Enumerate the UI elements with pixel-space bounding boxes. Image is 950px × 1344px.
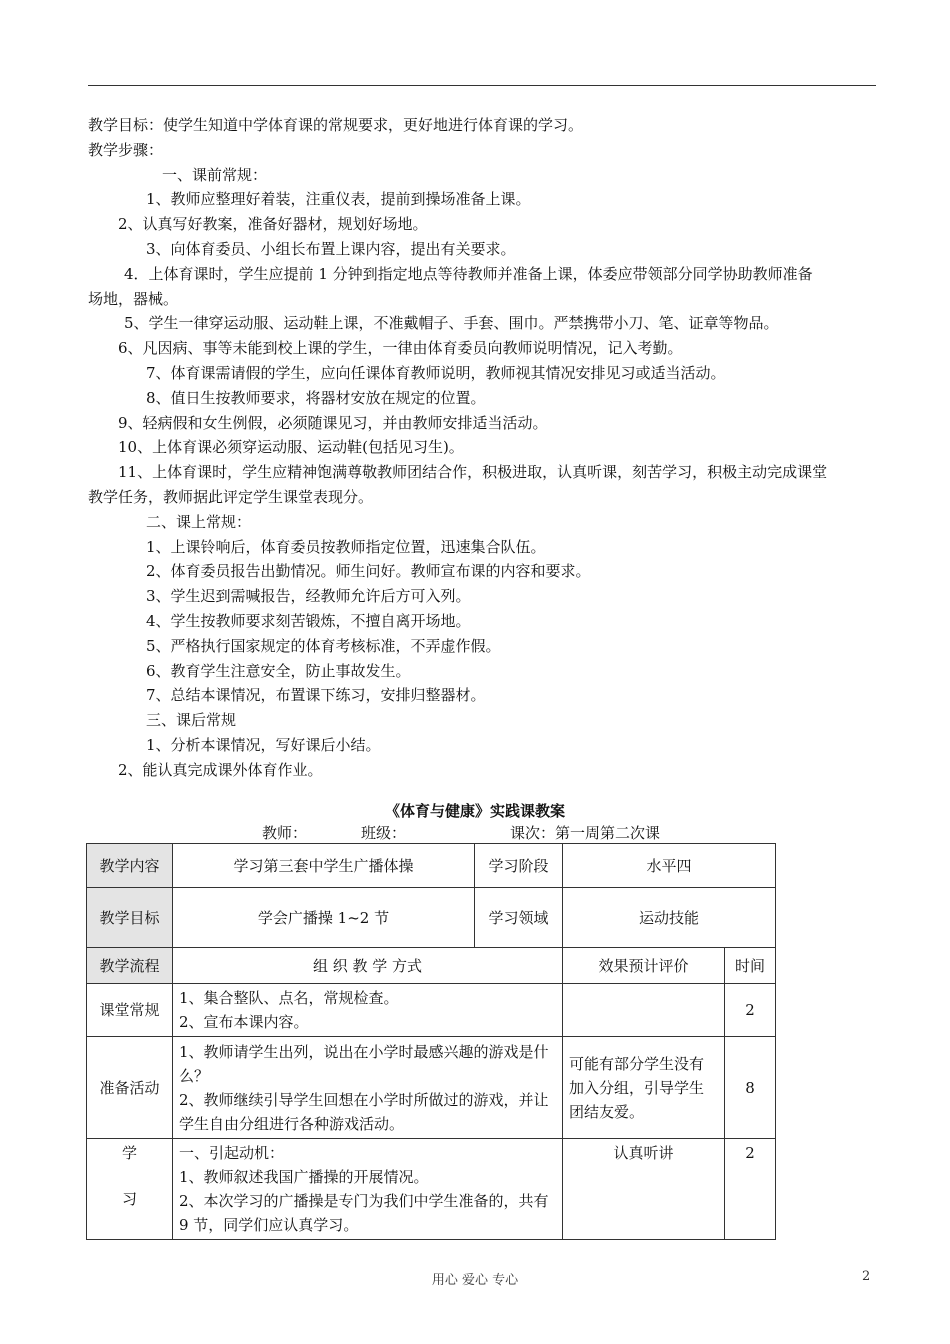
rule-line: 9、轻病假和女生例假，必须随课见习，并由教师安排适当活动。 xyxy=(118,413,548,432)
row-effect xyxy=(563,984,725,1037)
table-row xyxy=(87,1139,776,1240)
objective-line: 教学目标：使学生知道中学体育课的常规要求，更好地进行体育课的学习。 xyxy=(88,116,584,134)
flow-header: 教学流程 xyxy=(87,948,173,984)
time-header: 时间 xyxy=(725,948,776,984)
objective-label: 教学目标 xyxy=(87,888,173,948)
page-number: 2 xyxy=(862,1269,871,1284)
rule-line: 7、体育课需请假的学生，应向任课体育教师说明，教师视其情况安排见习或适当活动。 xyxy=(146,363,726,382)
rule-line: 10、上体育课必须穿运动服、运动鞋(包括见习生)。 xyxy=(118,438,464,457)
class-label: 班级： xyxy=(361,824,407,842)
method-line: 一、引起动机： xyxy=(179,1144,285,1162)
row-label-top: 学 xyxy=(121,1144,137,1162)
content-value: 学习第三套中学生广播体操 xyxy=(173,844,475,888)
method-line: 2、本次学习的广播操是专门为我们中学生准备的，共有 9 节，同学们应认真学习。 xyxy=(179,1192,549,1234)
row-label-bottom: 习 xyxy=(121,1190,137,1208)
objective-row xyxy=(87,888,776,948)
plan-title: 《体育与健康》实践课教案 xyxy=(384,802,565,820)
rule-line: 4、学生按教师要求刻苦锻炼，不擅自离开场地。 xyxy=(146,611,471,630)
rule-line: 6、教育学生注意安全，防止事故发生。 xyxy=(146,661,411,680)
row-time: 8 xyxy=(725,1037,776,1139)
rule-line: 二、课上常规： xyxy=(146,512,252,531)
teacher-label: 教师： xyxy=(262,824,308,842)
rule-line: 5、严格执行国家规定的体育考核标准，不弄虚作假。 xyxy=(146,636,501,655)
table-row xyxy=(87,1037,776,1139)
stage-label: 学习阶段 xyxy=(475,844,563,888)
row-time: 2 xyxy=(725,1139,776,1240)
objective-value: 学会广播操 1~2 节 xyxy=(173,888,475,948)
row-method xyxy=(173,984,563,1037)
rule-line: 1、分析本课情况，写好课后小结。 xyxy=(146,735,381,754)
rule-line: 2、认真写好教案，准备好器材，规划好场地。 xyxy=(118,215,428,234)
rule-line: 3、向体育委员、小组长布置上课内容，提出有关要求。 xyxy=(146,239,516,258)
field-value: 运动技能 xyxy=(563,888,776,948)
method-line: 1、集合整队、点名，常规检查。 xyxy=(179,989,399,1007)
row-time: 2 xyxy=(725,984,776,1037)
table-row xyxy=(87,984,776,1037)
header-rule xyxy=(88,85,876,86)
rule-line: 6、凡因病、事等未能到校上课的学生，一律由体育委员向教师说明情况，记入考勤。 xyxy=(118,339,683,358)
row-label xyxy=(87,1139,173,1240)
method-header: 组 织 教 学 方式 xyxy=(173,948,563,984)
row-effect: 认真听讲 xyxy=(563,1139,725,1240)
effect-header: 效果预计评价 xyxy=(563,948,725,984)
row-method xyxy=(173,1037,563,1139)
rule-lines xyxy=(88,163,878,783)
row-effect: 可能有部分学生没有加入分组，引导学生团结友爱。 xyxy=(563,1037,725,1139)
rule-line: 11、上体育课时，学生应精神饱满尊敬教师团结合作，积极进取，认真听课，刻苦学习，积极主动完成课堂 xyxy=(118,463,828,482)
rule-line: 场地，器械。 xyxy=(88,289,179,308)
rule-line: 2、体育委员报告出勤情况。师生问好。教师宣布课的内容和要求。 xyxy=(146,562,591,581)
row-label: 准备活动 xyxy=(87,1037,173,1139)
method-line: 2、宣布本课内容。 xyxy=(179,1013,309,1031)
rule-line: 1、教师应整理好着装，注重仪表，提前到操场准备上课。 xyxy=(146,190,531,209)
rule-line: 一、课前常规： xyxy=(162,165,268,184)
method-line: 1、教师叙述我国广播操的开展情况。 xyxy=(179,1168,429,1186)
rule-line: 三、课后常规 xyxy=(146,711,237,730)
rule-line: 8、值日生按教师要求，将器材安放在规定的位置。 xyxy=(146,388,486,407)
method-line: 2、教师继续引导学生回想在小学时所做过的游戏，并让学生自由分组进行各种游戏活动。 xyxy=(179,1090,549,1133)
rule-line: 2、能认真完成课外体育作业。 xyxy=(118,760,323,779)
steps-label: 教学步骤： xyxy=(88,140,164,159)
row-method xyxy=(173,1139,563,1240)
footer-motto: 用心 爱心 专心 xyxy=(431,1273,519,1288)
header-row xyxy=(87,948,776,984)
rule-line: 7、总结本课情况，布置课下练习，安排归整器材。 xyxy=(146,686,486,705)
row-label: 课堂常规 xyxy=(87,984,173,1037)
method-line: 1、教师请学生出列，说出在小学时最感兴趣的游戏是什么？ xyxy=(179,1042,549,1085)
content-row xyxy=(87,844,776,888)
rule-line: 教学任务，教师据此评定学生课堂表现分。 xyxy=(88,487,374,506)
content-label: 教学内容 xyxy=(87,844,173,888)
session-label: 课次：第一周第二次课 xyxy=(510,824,661,842)
rule-line: 4．上体育课时，学生应提前 1 分钟到指定地点等待教师并准备上课，体委应带领部分同学协助教师准备 xyxy=(124,264,813,283)
rule-line: 5、学生一律穿运动服、运动鞋上课，不准戴帽子、手套、围巾。严禁携带小刀、笔、证章等物品。 xyxy=(124,314,779,333)
rule-line: 3、学生迟到需喊报告，经教师允许后方可入列。 xyxy=(146,587,471,606)
field-label: 学习领域 xyxy=(475,888,563,948)
lesson-rules-text xyxy=(88,113,878,783)
lesson-plan-table xyxy=(86,843,776,1240)
stage-value: 水平四 xyxy=(563,844,776,888)
rule-line: 1、上课铃响后，体育委员按教师指定位置，迅速集合队伍。 xyxy=(146,537,546,556)
